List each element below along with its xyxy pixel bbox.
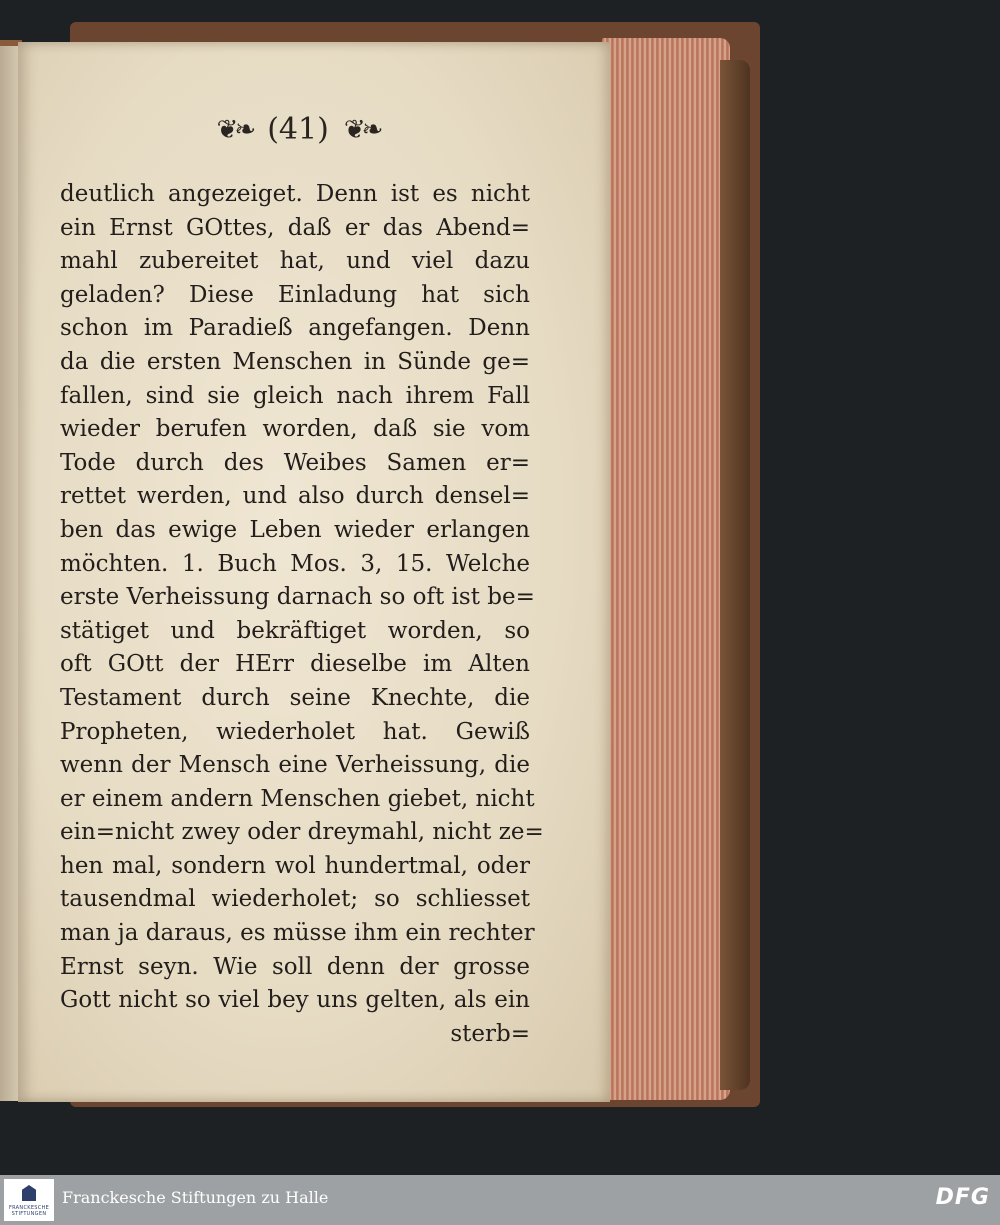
text-line: Testament durch seine Knechte, die xyxy=(60,684,530,711)
text-line: wenn der Mensch eine Verheissung, die xyxy=(60,752,530,779)
institution-link[interactable]: Franckesche Stiftungen zu Halle xyxy=(62,1188,329,1207)
logo-text-line-1: FRANCKESCHE xyxy=(8,1205,50,1211)
catchword: sterb= xyxy=(450,1020,530,1047)
text-line: fallen, sind sie gleich nach ihrem Fall xyxy=(60,382,530,409)
text-line: möchten. 1. Buch Mos. 3, 15. Welche xyxy=(60,550,530,577)
text-line: ein Ernst GOttes, daß er das Abend= xyxy=(60,214,530,241)
text-line: Ernst seyn. Wie soll denn der grosse xyxy=(60,953,530,980)
text-line: rettet werden, und also durch densel= xyxy=(60,483,530,510)
page-header xyxy=(18,112,578,147)
page-fore-edge xyxy=(602,38,730,1100)
text-line: Propheten, wiederholet hat. Gewiß xyxy=(60,718,530,745)
text-line: wieder berufen worden, daß sie vom xyxy=(60,416,530,443)
text-line: geladen? Diese Einladung hat sich xyxy=(60,281,530,308)
dfg-logo[interactable]: DFG xyxy=(935,1185,990,1210)
text-line: da die ersten Menschen in Sünde ge= xyxy=(60,348,530,375)
logo-text-line-2: STIFTUNGEN xyxy=(11,1211,47,1217)
text-line: Tode durch des Weibes Samen er= xyxy=(60,449,530,476)
text-line: schon im Paradieß angefangen. Denn xyxy=(60,315,530,342)
text-line: man ja daraus, es müsse ihm ein rechter xyxy=(60,920,535,947)
text-line: oft GOtt der HErr dieselbe im Alten xyxy=(60,651,530,678)
ornament-right-icon: ❦❧ xyxy=(343,114,380,145)
text-line: erste Verheissung darnach so oft ist be= xyxy=(60,584,535,611)
ornament-left-icon: ❦❧ xyxy=(216,114,253,145)
text-line: stätiget und bekräftiget worden, so xyxy=(60,617,530,644)
text-line: mahl zubereitet hat, und viel dazu xyxy=(60,248,530,275)
cover-edge xyxy=(720,60,750,1090)
text-line: Gott nicht so viel bey uns gelten, als ein xyxy=(60,987,530,1014)
page-body-text xyxy=(60,178,544,1051)
text-line: deutlich angezeiget. Denn ist es nicht xyxy=(60,181,530,207)
text-line: ein=nicht zwey oder dreymahl, nicht ze= xyxy=(60,819,544,846)
text-line: ben das ewige Leben wieder erlangen xyxy=(60,516,530,543)
page-number: (41) xyxy=(267,112,329,147)
footer-bar xyxy=(0,1175,1000,1225)
text-line: er einem andern Menschen giebet, nicht xyxy=(60,785,535,812)
logo-text xyxy=(4,1205,54,1217)
text-line: hen mal, sondern wol hundertmal, oder xyxy=(60,852,530,879)
text-line: tausendmal wiederholet; so schliesset xyxy=(60,886,530,913)
building-icon xyxy=(22,1185,36,1201)
book-page xyxy=(18,42,610,1102)
franckesche-logo-icon[interactable] xyxy=(4,1179,54,1221)
